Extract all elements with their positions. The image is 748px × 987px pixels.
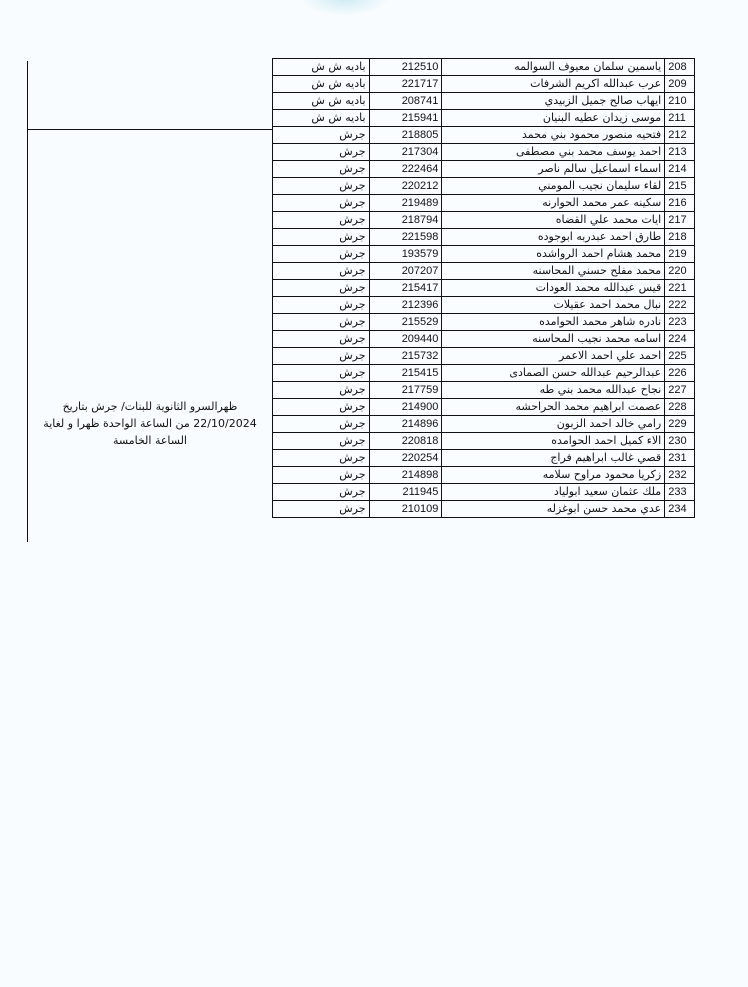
row-number-cell: 222 <box>665 297 695 314</box>
row-number-cell: 227 <box>665 382 695 399</box>
roster-body <box>273 59 695 518</box>
area-cell: جرش <box>273 127 370 144</box>
table-row <box>273 263 695 280</box>
student-name-cell: سكينه عمر محمد الحوارنه <box>442 195 665 212</box>
frame-left-border <box>27 61 28 542</box>
area-cell: جرش <box>273 263 370 280</box>
area-cell: جرش <box>273 365 370 382</box>
student-name-cell: عرب عبدالله اكريم الشرفات <box>442 76 665 93</box>
table-row <box>273 127 695 144</box>
row-number-cell: 228 <box>665 399 695 416</box>
table-row <box>273 246 695 263</box>
student-id-cell: 220254 <box>369 450 442 467</box>
student-name-cell: فتحيه منصور محمود بني محمد <box>442 127 665 144</box>
student-id-cell: 217304 <box>369 144 442 161</box>
student-id-cell: 215415 <box>369 365 442 382</box>
student-id-cell: 193579 <box>369 246 442 263</box>
student-name-cell: نبال محمد احمد عقيلات <box>442 297 665 314</box>
student-id-cell: 219489 <box>369 195 442 212</box>
student-name-cell: لقاء سليمان نجيب المومني <box>442 178 665 195</box>
student-id-cell: 221717 <box>369 76 442 93</box>
student-id-cell: 210109 <box>369 501 442 518</box>
student-name-cell: ياسمين سلمان معيوف السوالمه <box>442 59 665 76</box>
student-id-cell: 214900 <box>369 399 442 416</box>
table-row <box>273 416 695 433</box>
table-row <box>273 161 695 178</box>
student-name-cell: نادره شاهر محمد الحوامده <box>442 314 665 331</box>
area-cell: جرش <box>273 484 370 501</box>
table-row <box>273 399 695 416</box>
row-number-cell: 231 <box>665 450 695 467</box>
area-cell: جرش <box>273 331 370 348</box>
student-id-cell: 208741 <box>369 93 442 110</box>
row-number-cell: 210 <box>665 93 695 110</box>
student-name-cell: احمد علي احمد الاعمر <box>442 348 665 365</box>
table-row <box>273 297 695 314</box>
table-row <box>273 229 695 246</box>
area-cell: جرش <box>273 416 370 433</box>
area-cell: جرش <box>273 297 370 314</box>
student-name-cell: ايات محمد علي القضاه <box>442 212 665 229</box>
area-cell: جرش <box>273 144 370 161</box>
area-cell: باديه ش ش <box>273 110 370 127</box>
student-id-cell: 215529 <box>369 314 442 331</box>
area-cell: جرش <box>273 280 370 297</box>
area-cell: جرش <box>273 450 370 467</box>
exam-note-line-1: ظهرالسرو الثانوية للبنات/ جرش بتاريخ <box>62 400 238 413</box>
student-name-cell: موسى زيدان عطيه البنيان <box>442 110 665 127</box>
table-row <box>273 93 695 110</box>
row-number-cell: 225 <box>665 348 695 365</box>
row-number-cell: 226 <box>665 365 695 382</box>
student-name-cell: عبدالرحيم عبدالله حسن الصمادى <box>442 365 665 382</box>
row-number-cell: 233 <box>665 484 695 501</box>
row-number-cell: 221 <box>665 280 695 297</box>
student-id-cell: 214898 <box>369 467 442 484</box>
student-id-cell: 214896 <box>369 416 442 433</box>
area-cell: باديه ش ش <box>273 93 370 110</box>
table-row <box>273 501 695 518</box>
row-number-cell: 220 <box>665 263 695 280</box>
student-id-cell: 207207 <box>369 263 442 280</box>
area-cell: جرش <box>273 501 370 518</box>
student-id-cell: 209440 <box>369 331 442 348</box>
table-row <box>273 450 695 467</box>
table-row <box>273 178 695 195</box>
table-row <box>273 59 695 76</box>
row-number-cell: 224 <box>665 331 695 348</box>
row-number-cell: 212 <box>665 127 695 144</box>
area-cell: جرش <box>273 382 370 399</box>
table-row <box>273 314 695 331</box>
student-name-cell: طارق احمد عبدربه ابوجوده <box>442 229 665 246</box>
student-name-cell: محمد مفلح حسني المحاسنه <box>442 263 665 280</box>
student-roster-table <box>272 58 695 518</box>
student-name-cell: رامي خالد احمد الزبون <box>442 416 665 433</box>
student-name-cell: قيس عبدالله محمد العودات <box>442 280 665 297</box>
student-name-cell: زكريا محمود مراوح سلامه <box>442 467 665 484</box>
table-row <box>273 433 695 450</box>
table-row <box>273 280 695 297</box>
table-row <box>273 144 695 161</box>
student-id-cell: 220212 <box>369 178 442 195</box>
row-number-cell: 214 <box>665 161 695 178</box>
row-number-cell: 230 <box>665 433 695 450</box>
area-cell: باديه ش ش <box>273 76 370 93</box>
student-id-cell: 212396 <box>369 297 442 314</box>
student-name-cell: ملك عثمان سعيد ابولياد <box>442 484 665 501</box>
student-name-cell: نجاح عبدالله محمد بني طه <box>442 382 665 399</box>
student-id-cell: 217759 <box>369 382 442 399</box>
student-id-cell: 212510 <box>369 59 442 76</box>
student-id-cell: 218794 <box>369 212 442 229</box>
student-id-cell: 215941 <box>369 110 442 127</box>
student-name-cell: ايهاب صالح جميل الزبيدي <box>442 93 665 110</box>
exam-note-line-3: الساعة الخامسة <box>113 434 187 447</box>
row-number-cell: 234 <box>665 501 695 518</box>
area-cell: جرش <box>273 229 370 246</box>
student-name-cell: الاء كميل احمد الحوامده <box>442 433 665 450</box>
row-number-cell: 215 <box>665 178 695 195</box>
area-cell: جرش <box>273 348 370 365</box>
exam-note-line-2: 22/10/2024 من الساعة الواحدة ظهرا و لغاية <box>43 417 257 430</box>
table-row <box>273 195 695 212</box>
row-number-cell: 216 <box>665 195 695 212</box>
student-id-cell: 222464 <box>369 161 442 178</box>
area-cell: جرش <box>273 399 370 416</box>
table-row <box>273 212 695 229</box>
table-row <box>273 110 695 127</box>
row-number-cell: 217 <box>665 212 695 229</box>
scan-glare <box>300 0 390 16</box>
area-cell: جرش <box>273 314 370 331</box>
row-number-cell: 223 <box>665 314 695 331</box>
row-number-cell: 218 <box>665 229 695 246</box>
student-name-cell: قصي غالب ابراهيم فراج <box>442 450 665 467</box>
area-cell: جرش <box>273 467 370 484</box>
table-row <box>273 365 695 382</box>
student-name-cell: عدي محمد حسن ابوغزله <box>442 501 665 518</box>
table-row <box>273 76 695 93</box>
table-row <box>273 331 695 348</box>
table-row <box>273 467 695 484</box>
student-name-cell: محمد هشام احمد الرواشده <box>442 246 665 263</box>
row-number-cell: 213 <box>665 144 695 161</box>
student-name-cell: عصمت ابراهيم محمد الحراحشه <box>442 399 665 416</box>
table-row <box>273 382 695 399</box>
row-number-cell: 208 <box>665 59 695 76</box>
student-name-cell: اسماء اسماعيل سالم ناصر <box>442 161 665 178</box>
area-cell: جرش <box>273 212 370 229</box>
student-id-cell: 215417 <box>369 280 442 297</box>
student-name-cell: اسامه محمد نجيب المحاسنه <box>442 331 665 348</box>
group-divider-line <box>27 129 272 130</box>
student-name-cell: احمد يوسف محمد بني مصطفى <box>442 144 665 161</box>
student-id-cell: 221598 <box>369 229 442 246</box>
session-info-frame <box>27 61 272 542</box>
area-cell: باديه ش ش <box>273 59 370 76</box>
area-cell: جرش <box>273 246 370 263</box>
area-cell: جرش <box>273 195 370 212</box>
row-number-cell: 209 <box>665 76 695 93</box>
exam-session-note <box>38 398 262 449</box>
row-number-cell: 211 <box>665 110 695 127</box>
area-cell: جرش <box>273 178 370 195</box>
area-cell: جرش <box>273 161 370 178</box>
row-number-cell: 219 <box>665 246 695 263</box>
table-row <box>273 484 695 501</box>
area-cell: جرش <box>273 433 370 450</box>
student-id-cell: 218805 <box>369 127 442 144</box>
row-number-cell: 229 <box>665 416 695 433</box>
student-id-cell: 215732 <box>369 348 442 365</box>
row-number-cell: 232 <box>665 467 695 484</box>
student-id-cell: 211945 <box>369 484 442 501</box>
student-id-cell: 220818 <box>369 433 442 450</box>
table-row <box>273 348 695 365</box>
